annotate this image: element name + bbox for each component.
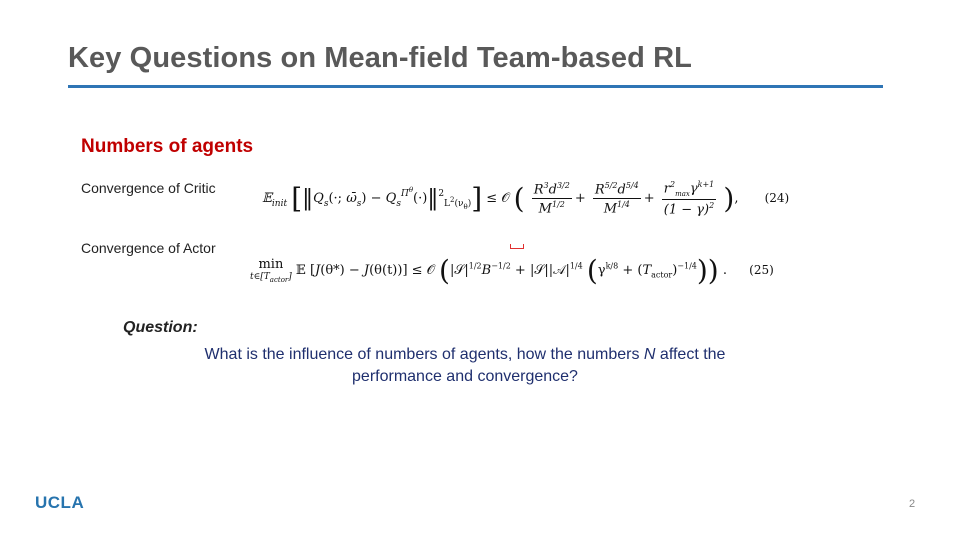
section-heading: Numbers of agents [81,136,254,157]
question-line2: performance and convergence? [352,368,578,385]
ucla-logo: UCLA [35,493,85,512]
question-line1-pre: What is the influence of numbers of agents, how the numbers [204,346,644,363]
critic-label: Convergence of Critic [81,180,216,196]
slide-title: Key Questions on Mean-field Team-based RL [68,42,692,74]
title-underline [68,85,883,88]
equation-number-24: (24) [764,191,790,206]
equation-actor: min $t\in[T_{actor}]$ 𝔼 [J(θ*) − J(θ(t))] ≤ 𝒪 ($|𝒮|^{1/2}B^{-1/2}$ + $|𝒮||𝒜|^{1/4}$ $(\gamma^{k/8} + (T_{actor})^{-1/4})$) . (25) [250,254,774,287]
page-number: 2 [909,498,916,510]
question-text [130,344,800,388]
actor-label: Convergence of Actor [81,240,216,256]
question-variable-n: N [643,346,656,363]
equation-number-25: (25) [749,263,774,277]
red-annotation-mark [510,244,524,249]
question-line1-post: affect the [655,346,726,363]
equation-critic: 𝔼$_{init}$ [$‖Q_s(\cdot$; $\omegā_s$) − $Q_s^{\Pi^\theta}(\cdot)‖^2_{L^2(\nu_\theta)}$] ≤ 𝒪 ( $\frac{R^3d^{3/2}}{M^{1/2}}$ + $\frac{R^{5/2}d^{5/4}}{M^{1/4}}$ + $\frac{r^2_{max}\gamma^{k+1}}{(1 - \gamma)^2}$ ), (24) [262,180,790,218]
question-heading: Question: [123,319,198,336]
